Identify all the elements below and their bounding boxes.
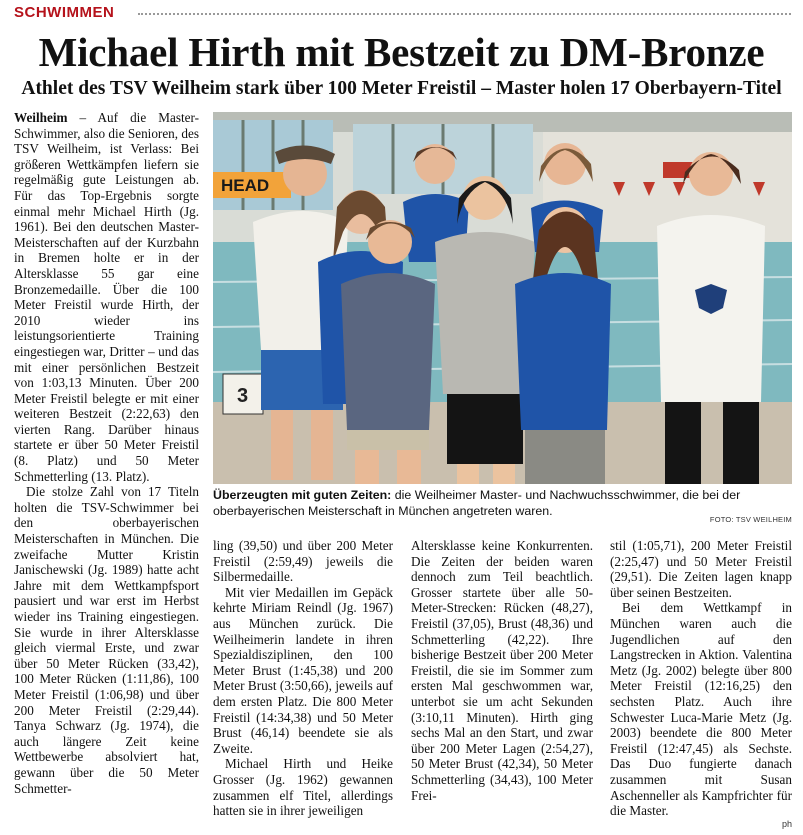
subheadline: Athlet des TSV Weilheim stark über 100 Meter Freistil – Master holen 17 Oberbayern-Titel xyxy=(21,78,782,99)
team-photo-illustration xyxy=(213,112,792,484)
article-paragraph: Bei dem Wettkampf in München waren auch die Jugendlichen auf den Langstrecken in Aktion. Valentina Metz (Jg. 2002) belegte über 800 Meter Freistil (12:16,25) den sechsten Platz. Auch ihre Schwester Luca-Marie Metz (Jg. 2003) beendete die 800 Meter Freistil (12:47,45) als Sechste. Das Duo fungierte danach zusammen mit Susan Aschenneller als Kampfrichter für die Master. xyxy=(610,600,792,819)
headline: Michael Hirth mit Bestzeit zu DM-Bronze xyxy=(38,29,765,75)
article-paragraph: stil (1:05,71), 200 Meter Freistil (2:25,47) und 50 Meter Freistil (29,51). Die Zeiten lagen knapp über seinen Bestzeiten. xyxy=(610,538,792,600)
photo-credit: FOTO: TSV WEILHEIM xyxy=(709,515,792,524)
dateline: Weilheim xyxy=(14,110,68,125)
photo-caption xyxy=(213,488,792,519)
section-kicker: SCHWIMMEN xyxy=(14,4,115,21)
article-column-1 xyxy=(14,110,199,830)
team-photo xyxy=(213,112,792,484)
article-paragraph: Mit vier Medaillen im Gepäck kehrte Miriam Reindl (Jg. 1967) aus München zurück. Die Weilheimerin landete in ihren Spezialdisziplinen, den 100 Meter Brust (1:45,38) und 200 Meter Brust (3:50,66), jeweils auf dem ersten Platz. Die 800 Meter Freistil (14:34,38) und 50 Meter Brust (46,14) beendete sie als Zweite. xyxy=(213,584,393,756)
author-initials: ph xyxy=(781,819,792,829)
caption-text: die Weilheimer Master- und Nachwuchsschwimmer, die bei der oberbayerischen Meisterschaft in München angetreten waren. xyxy=(213,488,741,518)
kicker-rule xyxy=(138,13,791,15)
article-paragraph xyxy=(14,110,199,484)
article-paragraph: Altersklasse keine Konkurrenten. Die Zeiten der beiden waren dennoch zum Teil beachtlich. Grosser startete über alle 50-Meter-Strecken: Rücken (48,27), Freistil (37,05), Brust (48,36) und Schmetterling (42,22). Ihre bisherige Bestzeit über 200 Meter Freistil, die sie im Sommer zum ersten Mal geschwommen war, unterbot sie um acht Sekunden (3:10,11 Minuten). Hirth ging sechs Mal an den Start, und zwar über 200 Meter Lagen (2:54,27), 50 Meter Brust (42,34), 50 Meter Schmetterling (34,43), 100 Meter Frei- xyxy=(411,538,593,803)
article-column-2 xyxy=(213,538,393,830)
caption-lead: Überzeugten mit guten Zeiten: xyxy=(213,488,392,502)
banner-text: HEAD xyxy=(221,176,270,195)
article-paragraph: Die stolze Zahl von 17 Titeln holten die TSV-Schwimmer bei den oberbayerischen Meisterschaften in München. Die zweifache Mutter Kristin Janischewski (Jg. 1989) hatte acht Jahre mit dem Wettkampfsport pausiert und war erst im Herbst wieder ins Training eingestiegen. Sie wurde in ihrer Altersklasse gleich viermal Erste, und zwar über 50 Meter Rücken (33,42), 100 Meter Rücken (1:11,86), 100 Meter Freistil (1:06,98) und über 200 Meter Freistil (2:29,44). Tanya Schwarz (Jg. 1974), die auch längere Zeit keine Wettbewerbe absolviert hat, gewann über die 50 Meter Schmetter- xyxy=(14,484,199,796)
paragraph-text: – Auf die Master-Schwimmer, also die Senioren, des TSV Weilheim, ist Verlass: Bei größeren Wettkämpfen liefern sie regelmäßig gute Leistungen ab. Für das Top-Ergebnis sorgte einmal mehr Michael Hirth (Jg. 1961). Bei den deutschen Master-Meisterschaften auf der Kurzbahn in Bremen holte er in der Altersklasse 55 gar eine Bronzemedaille. Über die 100 Meter Freistil wurde Hirth, der 2010 wieder ins leistungsorientierte Training eingestiegen war, Dritter – und das mit einer persönlichen Bestzeit von 1:03,13 Minuten. Über 200 Meter Freistil belegte er mit einer weiteren Bestzeit (2:22,63) den vierten Rang. Darüber hinaus startete er über 50 Meter Freistil (8. Platz) und 50 Meter Schmetterling (13. Platz). xyxy=(14,110,199,484)
article-paragraph: Michael Hirth und Heike Grosser (Jg. 1962) gewannen zusammen elf Titel, allerdings hatten sie in ihrer jeweiligen xyxy=(213,756,393,819)
article-paragraph: ling (39,50) und über 200 Meter Freistil (2:59,49) jeweils die Silbermedaille. xyxy=(213,538,393,585)
article-column-3 xyxy=(411,538,593,830)
lane-number: 3 xyxy=(237,385,249,407)
article-column-4 xyxy=(610,538,792,830)
